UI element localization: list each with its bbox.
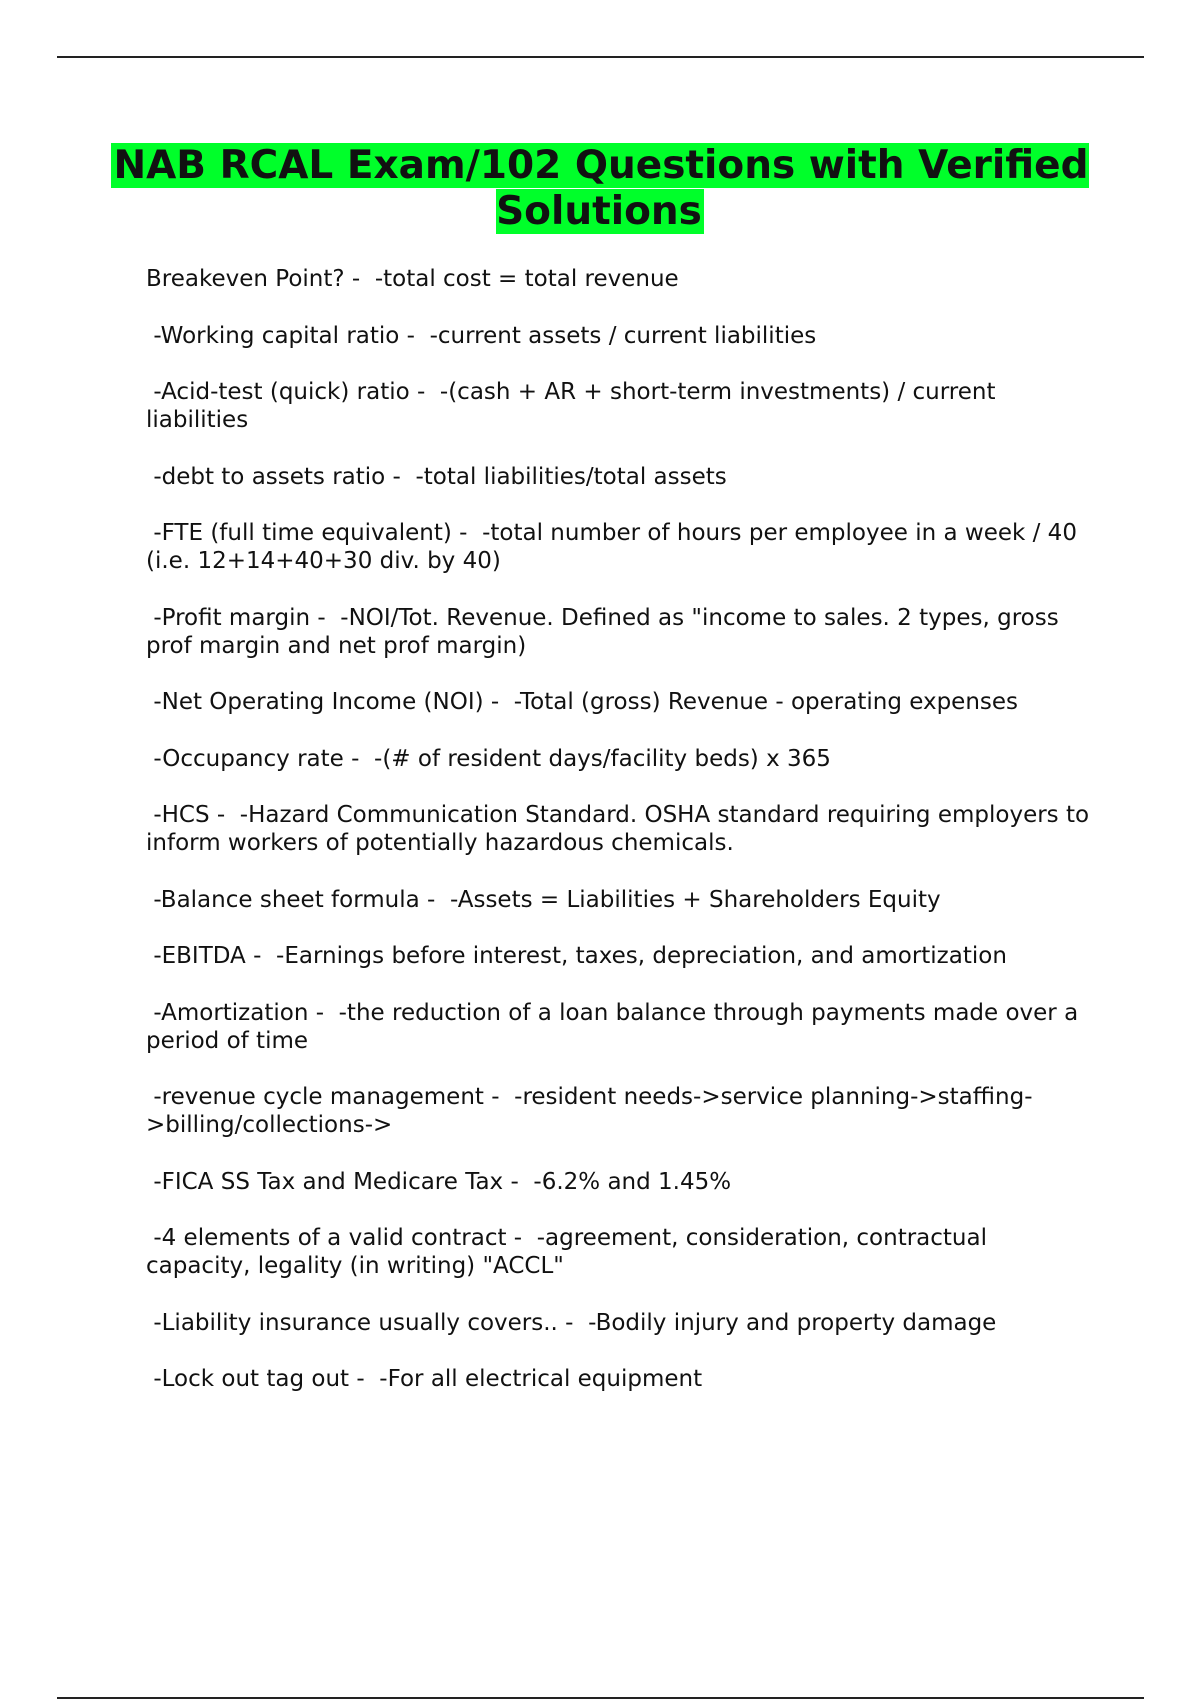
qa-list xyxy=(146,265,1096,1422)
qa-item-ebitda: -EBITDA - -Earnings before interest, taxes, depreciation, and amortization xyxy=(146,943,1007,969)
qa-item-hcs: -HCS - -Hazard Communication Standard. OSHA standard requiring employers to inform workers of potentially hazardous chemicals. xyxy=(146,802,1097,856)
qa-item-valid-contract: -4 elements of a valid contract - -agreement, consideration, contractual capacity, legality (in writing) "ACCL" xyxy=(146,1225,995,1279)
qa-item-amortization: -Amortization - -the reduction of a loan balance through payments made over a period of time xyxy=(146,999,1086,1054)
qa-item-working-capital: -Working capital ratio - -current assets / current liabilities xyxy=(146,322,817,349)
qa-item-acid-test: -Acid-test (quick) ratio - -(cash + AR + short-term investments) / current liabilities xyxy=(146,379,1003,433)
qa-item-occupancy-rate: -Occupancy rate - -(# of resident days/facility beds) x 365 xyxy=(146,745,831,772)
title-highlight: NAB RCAL Exam/102 Questions with Verified Solutions xyxy=(113,143,1089,234)
qa-item-lock-out-tag-out: -Lock out tag out - -For all electrical equipment xyxy=(146,1366,703,1392)
qa-item-noi: -Net Operating Income (NOI) - -Total (gross) Revenue - operating expenses xyxy=(146,689,1019,715)
top-divider xyxy=(57,56,1144,58)
bottom-divider xyxy=(57,1697,1144,1699)
qa-item-fte: -FTE (full time equivalent) - -total number of hours per employee in a week / 40 (i.e. 12+14+40+30 div. by 40) xyxy=(146,520,1085,574)
qa-item-fica: -FICA SS Tax and Medicare Tax - -6.2% and 1.45% xyxy=(146,1168,732,1195)
page-title xyxy=(100,143,1100,235)
qa-item-debt-to-assets: -debt to assets ratio - -total liabilities/total assets xyxy=(146,463,727,490)
qa-item-profit-margin: -Profit margin - -NOI/Tot. Revenue. Defined as "income to sales. 2 types, gross prof margin and net prof margin) xyxy=(146,604,1067,659)
qa-item-balance-sheet: -Balance sheet formula - -Assets = Liabilities + Shareholders Equity xyxy=(146,886,941,913)
qa-item-breakeven: Breakeven Point? - -total cost = total revenue xyxy=(146,266,679,292)
qa-item-liability-insurance: -Liability insurance usually covers.. - -Bodily injury and property damage xyxy=(146,1309,997,1336)
qa-item-revenue-cycle: -revenue cycle management - -resident needs->service planning->staffing->billing/collections-> xyxy=(146,1084,1033,1138)
